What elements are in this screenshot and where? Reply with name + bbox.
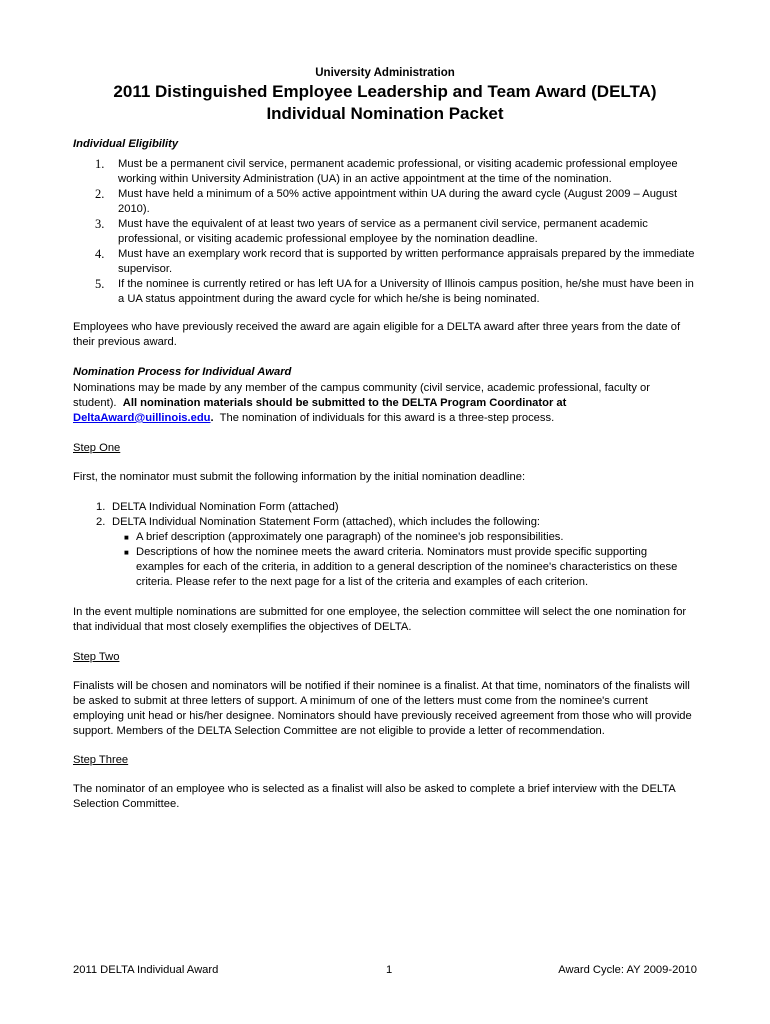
list-item <box>73 157 697 187</box>
document-page <box>73 66 697 812</box>
step-one-list <box>73 500 697 530</box>
sub-list-text: A brief description (approximately one paragraph) of the nominee's job responsibilities. <box>136 531 564 543</box>
list-item <box>73 217 697 247</box>
process-intro <box>73 381 697 426</box>
list-item <box>73 277 697 307</box>
step-one-heading: Step One <box>73 442 121 454</box>
step-two-text: Finalists will be chosen and nominators will be notified if their nominee is a finalist. At that time, nominators of the finalists will be asked to submit at three letters of support. A minimum of one of the letters must come from the nominee's current employing unit head or his/her designee. Nominators should have previously received agreement from those who will provide support. Members of the DELTA Selection Committee are not eligible to provide a letter of recommendation. <box>73 680 692 737</box>
list-text: DELTA Individual Nomination Form (attached) <box>112 501 339 513</box>
step-three-text: The nominator of an employee who is selected as a finalist will also be asked to complete a brief interview with the DELTA Selection Committee. <box>73 783 676 810</box>
email-link[interactable]: DeltaAward@uillinois.edu <box>73 412 211 424</box>
list-number: 1. <box>95 157 105 171</box>
list-text: Must have an exemplary work record that is supported by written performance appraisals prepared by the immediate supervisor. <box>118 248 695 275</box>
footer-award-cycle: Award Cycle: AY 2009-2010 <box>558 964 697 976</box>
list-text: If the nominee is currently retired or has left UA for a University of Illinois campus position, he/she must have been in a UA status appointment during the award cycle for which he/she is being nominated. <box>118 278 694 305</box>
bullet-icon: ■ <box>124 533 129 542</box>
list-item <box>73 515 697 530</box>
list-item <box>73 500 697 515</box>
list-number: 1. <box>96 501 106 513</box>
list-number: 4. <box>95 247 105 261</box>
list-number: 2. <box>95 187 105 201</box>
step-two-heading: Step Two <box>73 651 120 663</box>
list-text: Must be a permanent civil service, permanent academic professional, or visiting academic professional employee working within University Administration (UA) in an active appointment at the time of the nomination. <box>118 158 678 185</box>
list-number: 3. <box>95 217 105 231</box>
list-text: DELTA Individual Nomination Statement Form (attached), which includes the following: <box>112 516 541 528</box>
page-title: 2011 Distinguished Employee Leadership and Team Award (DELTA) <box>113 82 657 101</box>
list-item <box>73 187 697 217</box>
step-one-sublist <box>73 530 697 590</box>
list-number: 5. <box>95 277 105 291</box>
list-item <box>73 247 697 277</box>
page-subtitle: Individual Nomination Packet <box>266 104 504 123</box>
eligibility-heading: Individual Eligibility <box>73 138 179 150</box>
page-footer <box>73 963 697 978</box>
sub-list-item <box>73 545 697 590</box>
footer-doc-title: 2011 DELTA Individual Award <box>73 964 219 976</box>
eligibility-note: Employees who have previously received the award are again eligible for a DELTA award after three years from the date of their previous award. <box>73 321 681 348</box>
process-intro-period: . <box>210 412 214 424</box>
process-intro-text: Nominations may be made by any member of the campus community (civil service, academic professional, faculty or student). <box>73 382 651 409</box>
sub-list-text: Descriptions of how the nominee meets the award criteria. Nominators must provide specific supporting examples for each of the criteria, in addition to a general description of the nominee's characteristics on these criteria. Please refer to the next page for a list of the criteria and examples of each criterion. <box>136 546 678 588</box>
step-three-heading: Step Three <box>73 754 129 766</box>
process-intro-text-2: The nomination of individuals for this award is a three-step process. <box>219 412 555 424</box>
step-one-intro: First, the nominator must submit the following information by the initial nomination deadline: <box>73 471 526 483</box>
list-number: 2. <box>96 516 106 528</box>
list-text: Must have held a minimum of a 50% active appointment within UA during the award cycle (August 2009 – August 2010). <box>118 188 678 215</box>
list-text: Must have the equivalent of at least two years of service as a permanent civil service, permanent academic professional, or visiting academic professional employee by the nomination deadline. <box>118 218 648 245</box>
org-name: University Administration <box>315 67 455 79</box>
page-number: 1 <box>386 964 393 976</box>
step-one-note: In the event multiple nominations are submitted for one employee, the selection committee will select the one nomination for that individual that most closely exemplifies the objectives of DELTA. <box>73 606 687 633</box>
bullet-icon: ■ <box>124 548 129 557</box>
eligibility-list <box>73 157 697 307</box>
process-heading: Nomination Process for Individual Award <box>73 366 292 378</box>
process-intro-bold: All nomination materials should be submitted to the DELTA Program Coordinator at <box>122 397 567 409</box>
sub-list-item <box>73 530 697 545</box>
